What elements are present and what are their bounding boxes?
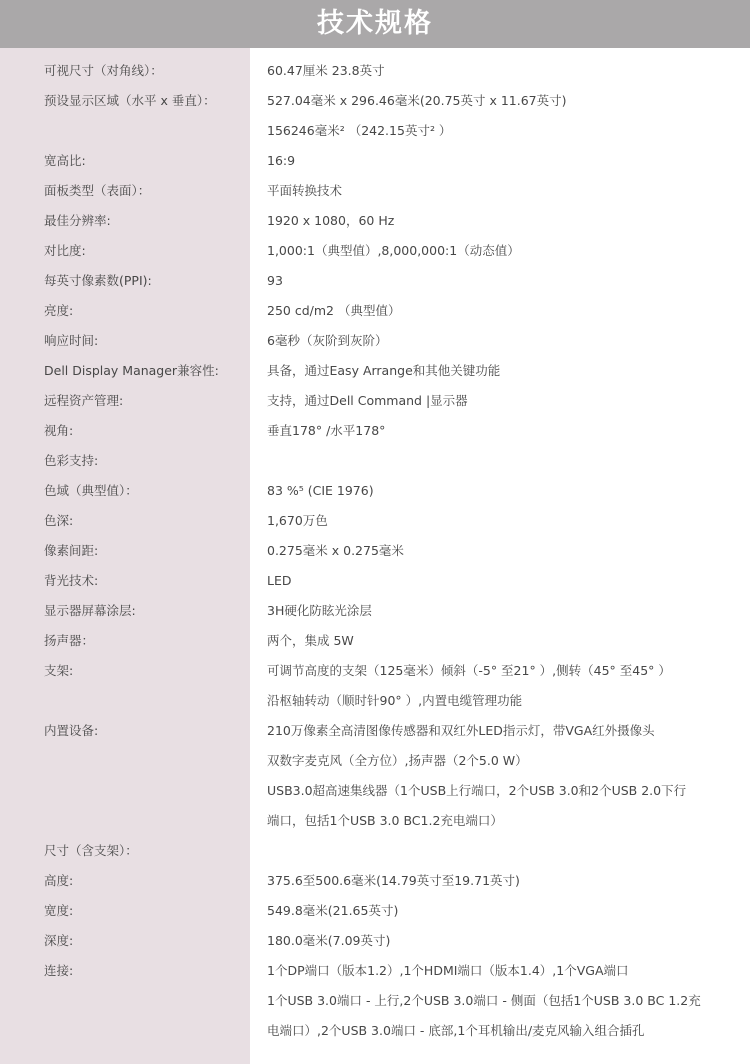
spec-value: 双数字麦克风（全方位）,扬声器（2个5.0 W） bbox=[267, 753, 528, 768]
spec-row bbox=[0, 266, 750, 296]
spec-label: 色深: bbox=[44, 513, 74, 528]
spec-row bbox=[0, 776, 750, 806]
spec-value: 具备，通过Easy Arrange和其他关键功能 bbox=[267, 363, 501, 378]
spec-row bbox=[0, 656, 750, 686]
spec-row bbox=[0, 206, 750, 236]
spec-value: 93 bbox=[267, 273, 283, 288]
spec-value: 平面转换技术 bbox=[267, 183, 343, 198]
spec-label: 宽高比: bbox=[44, 153, 86, 168]
header-bar bbox=[0, 0, 750, 48]
spec-label: 支架: bbox=[44, 663, 74, 678]
spec-label: 面板类型（表面）： bbox=[44, 183, 151, 198]
spec-label: 最佳分辨率: bbox=[44, 213, 111, 228]
spec-value: 375.6至500.6毫米(14.79英寸至19.71英寸) bbox=[267, 873, 520, 888]
spec-label: 宽度: bbox=[44, 903, 74, 918]
spec-label: 深度: bbox=[44, 933, 74, 948]
spec-label: 扬声器： bbox=[44, 633, 95, 648]
spec-value: 1个DP端口（版本1.2）,1个HDMI端口（版本1.4）,1个VGA端口 bbox=[267, 963, 629, 978]
spec-value: 1,670万色 bbox=[267, 513, 328, 528]
spec-value: 0.275毫米 x 0.275毫米 bbox=[267, 543, 404, 558]
spec-table bbox=[0, 56, 750, 1046]
spec-row bbox=[0, 836, 750, 866]
spec-label: 对比度: bbox=[44, 243, 86, 258]
spec-value: 180.0毫米(7.09英寸) bbox=[267, 933, 391, 948]
spec-row bbox=[0, 56, 750, 86]
spec-label: Dell Display Manager兼容性: bbox=[44, 363, 219, 378]
spec-row bbox=[0, 926, 750, 956]
spec-value: 1,000:1（典型值）,8,000,000:1（动态值） bbox=[267, 243, 520, 258]
spec-value: 电端口）,2个USB 3.0端口 - 底部,1个耳机输出/麦克风输入组合插孔 bbox=[267, 1023, 645, 1038]
spec-row bbox=[0, 236, 750, 266]
spec-row bbox=[0, 446, 750, 476]
spec-label: 背光技术: bbox=[44, 573, 99, 588]
spec-value: 16:9 bbox=[267, 153, 296, 168]
spec-value: 1个USB 3.0端口 - 上行,2个USB 3.0端口 - 侧面（包括1个USB 3.0 BC 1.2充 bbox=[267, 993, 701, 1008]
spec-label: 连接: bbox=[44, 963, 74, 978]
spec-value: 250 cd/m2 （典型值） bbox=[267, 303, 401, 318]
spec-row bbox=[0, 476, 750, 506]
spec-value: 1920 x 1080，60 Hz bbox=[267, 213, 395, 228]
spec-label: 色域（典型值）： bbox=[44, 483, 138, 498]
spec-row bbox=[0, 416, 750, 446]
spec-row bbox=[0, 686, 750, 716]
spec-value: 210万像素全高清图像传感器和双红外LED指示灯，带VGA红外摄像头 bbox=[267, 723, 655, 738]
spec-value: 6毫秒（灰阶到灰阶） bbox=[267, 333, 388, 348]
spec-row bbox=[0, 746, 750, 776]
spec-label: 显示器屏幕涂层: bbox=[44, 603, 136, 618]
spec-row bbox=[0, 146, 750, 176]
spec-value: 垂直178° /水平178° bbox=[267, 423, 386, 438]
spec-value: 549.8毫米(21.65英寸) bbox=[267, 903, 399, 918]
spec-value: 527.04毫米 x 296.46毫米(20.75英寸 x 11.67英寸) bbox=[267, 93, 567, 108]
spec-value: USB3.0超高速集线器（1个USB上行端口，2个USB 3.0和2个USB 2.0下行 bbox=[267, 783, 687, 798]
spec-label: 视角: bbox=[44, 423, 74, 438]
spec-row bbox=[0, 896, 750, 926]
spec-row bbox=[0, 506, 750, 536]
spec-value: LED bbox=[267, 573, 292, 588]
spec-value: 沿枢轴转动（顺时针90° ）,内置电缆管理功能 bbox=[267, 693, 523, 708]
spec-row bbox=[0, 1016, 750, 1046]
spec-row bbox=[0, 806, 750, 836]
spec-label: 尺寸（含支架）： bbox=[44, 843, 138, 858]
spec-value: 83 %⁵ (CIE 1976) bbox=[267, 483, 374, 498]
spec-label: 色彩支持: bbox=[44, 453, 99, 468]
spec-row bbox=[0, 626, 750, 656]
spec-row bbox=[0, 566, 750, 596]
spec-row bbox=[0, 356, 750, 386]
spec-label: 内置设备: bbox=[44, 723, 99, 738]
spec-row bbox=[0, 386, 750, 416]
spec-value: 可调节高度的支架（125毫米）倾斜（-5° 至21° ）,侧转（45° 至45° ） bbox=[267, 663, 671, 678]
spec-label: 像素间距: bbox=[44, 543, 99, 558]
spec-value: 端口，包括1个USB 3.0 BC1.2充电端口） bbox=[267, 813, 503, 828]
spec-label: 响应时间: bbox=[44, 333, 99, 348]
spec-value: 两个，集成 5W bbox=[267, 633, 354, 648]
spec-row bbox=[0, 326, 750, 356]
spec-value: 156246毫米² （242.15英寸² ） bbox=[267, 123, 452, 138]
spec-label: 高度: bbox=[44, 873, 74, 888]
spec-row bbox=[0, 716, 750, 746]
spec-row bbox=[0, 296, 750, 326]
spec-label: 亮度: bbox=[44, 303, 74, 318]
spec-value: 3H硬化防眩光涂层 bbox=[267, 603, 372, 618]
page-title: 技术规格 bbox=[317, 8, 433, 39]
spec-value: 支持，通过Dell Command |显示器 bbox=[267, 393, 468, 408]
spec-value: 60.47厘米 23.8英寸 bbox=[267, 63, 385, 78]
spec-row bbox=[0, 86, 750, 116]
spec-row bbox=[0, 866, 750, 896]
spec-row bbox=[0, 536, 750, 566]
spec-row bbox=[0, 956, 750, 986]
spec-row bbox=[0, 986, 750, 1016]
spec-label: 可视尺寸（对角线）： bbox=[44, 63, 163, 78]
spec-row bbox=[0, 176, 750, 206]
spec-row bbox=[0, 596, 750, 626]
spec-label: 预设显示区域（水平 x 垂直）： bbox=[44, 93, 216, 108]
spec-row bbox=[0, 116, 750, 146]
spec-label: 每英寸像素数(PPI): bbox=[44, 273, 152, 288]
spec-label: 远程资产管理: bbox=[44, 393, 124, 408]
